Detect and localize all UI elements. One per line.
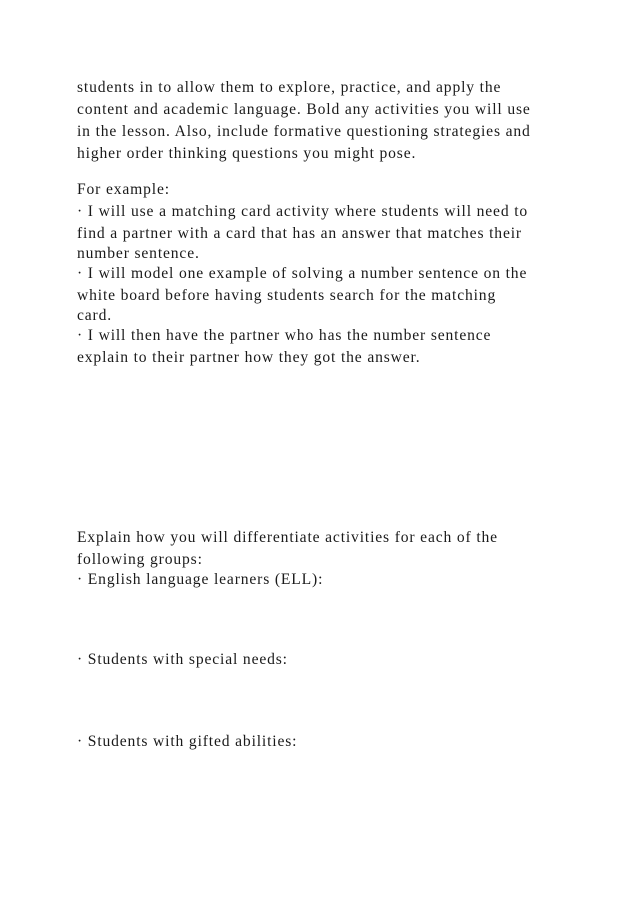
intro-line-4: higher order thinking questions you might pose. bbox=[77, 145, 417, 162]
example-line-8: explain to their partner how they got the answer. bbox=[77, 349, 421, 366]
intro-line-1: students in to allow them to explore, practice, and apply the bbox=[77, 79, 502, 96]
group-special-needs: · Students with special needs: bbox=[77, 651, 288, 668]
example-line-7: · I will then have the partner who has the number sentence bbox=[77, 327, 492, 344]
example-line-6: card. bbox=[77, 307, 112, 324]
group-gifted: · Students with gifted abilities: bbox=[77, 733, 298, 750]
example-heading: For example: bbox=[77, 181, 170, 198]
example-line-3: number sentence. bbox=[77, 245, 200, 262]
example-line-4: · I will model one example of solving a number sentence on the bbox=[77, 265, 528, 282]
intro-line-2: content and academic language. Bold any activities you will use bbox=[77, 101, 531, 118]
example-line-1: · I will use a matching card activity where students will need to bbox=[77, 203, 529, 220]
example-line-2: find a partner with a card that has an answer that matches their bbox=[77, 225, 522, 242]
example-line-5: white board before having students search for the matching bbox=[77, 287, 497, 304]
differentiate-line-1: Explain how you will differentiate activities for each of the bbox=[77, 529, 498, 546]
differentiate-line-2: following groups: bbox=[77, 551, 203, 568]
group-ell: · English language learners (ELL): bbox=[77, 571, 324, 588]
intro-line-3: in the lesson. Also, include formative questioning strategies and bbox=[77, 123, 531, 140]
